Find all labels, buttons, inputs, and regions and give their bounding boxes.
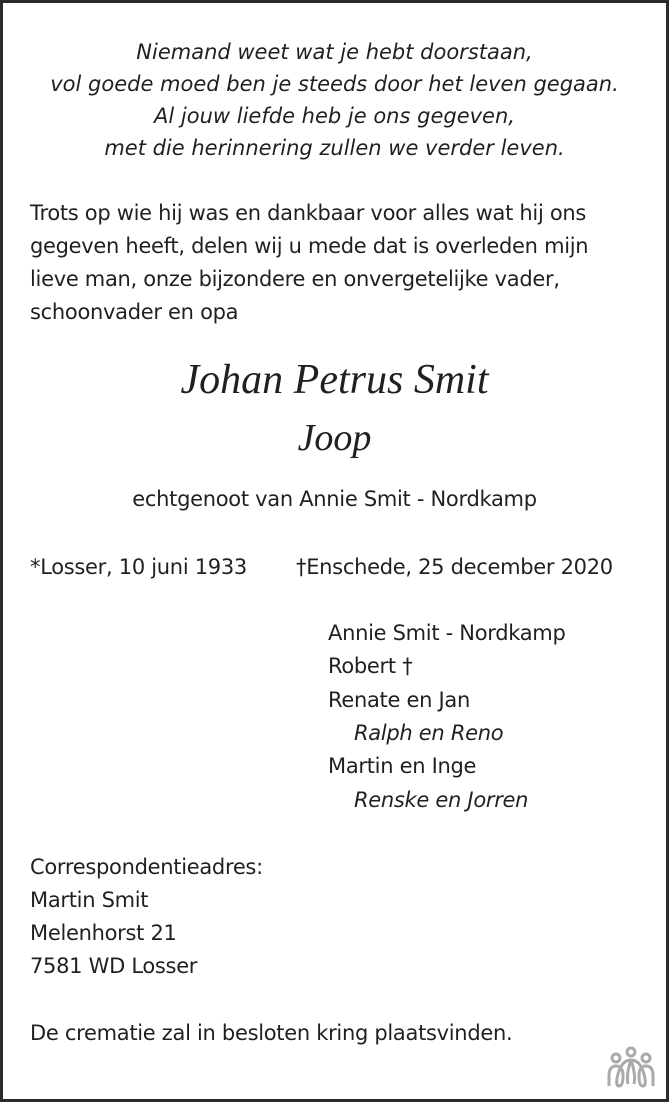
poem-line: Al jouw liefde heb je ons gegeven, [154, 104, 515, 128]
poem-line: met die herinnering zullen we verder leven. [104, 136, 565, 160]
address-line: 7581 WD Losser [30, 954, 198, 978]
family-member: Annie Smit - Nordkamp [328, 621, 566, 645]
family-member: Renate en Jan [328, 688, 470, 712]
deceased-name: Johan Petrus Smit [180, 357, 489, 403]
intro-line: schoonvader en opa [30, 300, 239, 324]
intro-line: lieve man, onze bijzondere en onvergetelijke vader, [30, 267, 560, 291]
people-group-icon [606, 1046, 656, 1088]
family-member: Ralph en Reno [354, 721, 504, 745]
nickname: Joop [297, 417, 372, 459]
address-label: Correspondentieadres: [30, 855, 263, 879]
poem-line: vol goede moed ben je steeds door het leven gegaan. [50, 72, 619, 96]
death-info: †Enschede, 25 december 2020 [296, 555, 613, 579]
spouse-line: echtgenoot van Annie Smit - Nordkamp [132, 487, 537, 511]
intro-line: gegeven heeft, delen wij u mede dat is overleden mijn [30, 234, 589, 258]
address-line: Melenhorst 21 [30, 921, 177, 945]
birth-info: *Losser, 10 juni 1933 [30, 555, 247, 579]
family-member: Robert † [328, 654, 413, 678]
intro-line: Trots op wie hij was en dankbaar voor alles wat hij ons [30, 201, 587, 225]
poem-line: Niemand weet wat je hebt doorstaan, [136, 40, 533, 64]
poem [0, 36, 669, 164]
closing-note: De crematie zal in besloten kring plaatsvinden. [30, 1021, 513, 1045]
family-member: Renske en Jorren [354, 788, 529, 812]
family-member: Martin en Inge [328, 754, 477, 778]
address-line: Martin Smit [30, 888, 149, 912]
